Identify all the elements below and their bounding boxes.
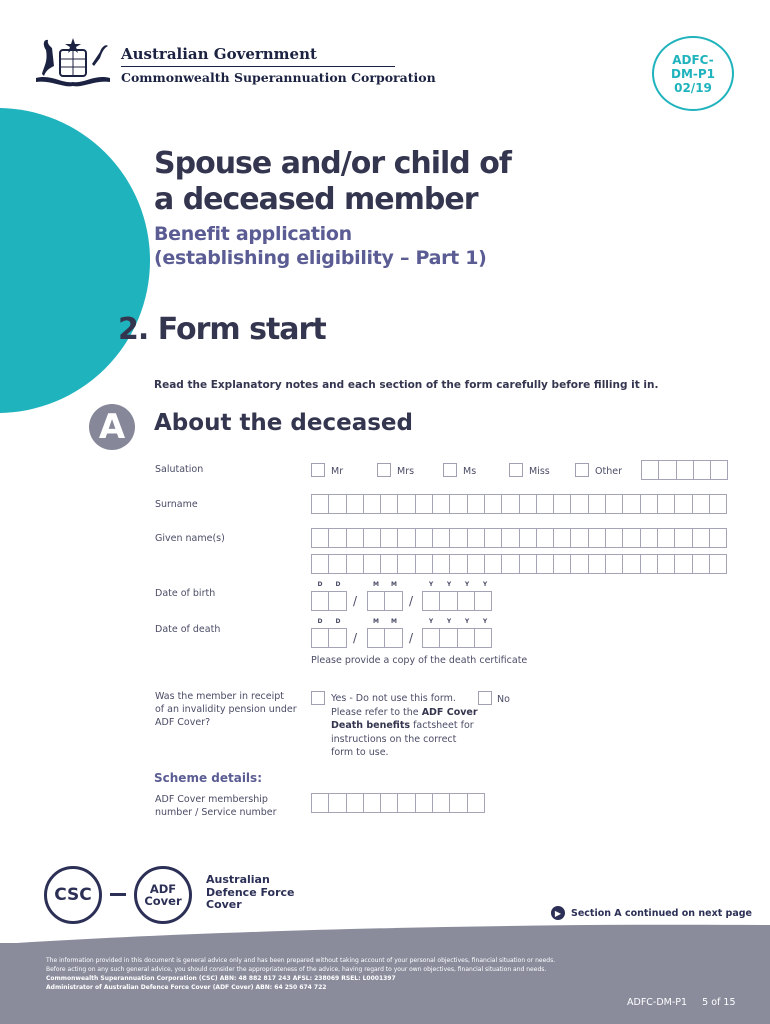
wordmark-line: Cover (206, 898, 242, 911)
salutation-mrs-checkbox[interactable] (377, 463, 391, 477)
dob-day-input[interactable] (311, 591, 346, 611)
date-header: D (317, 581, 323, 588)
date-header: M (373, 581, 379, 588)
given-names-label: Given name(s) (155, 533, 225, 544)
csc-logo: CSC (44, 866, 102, 924)
date-header: Y (464, 581, 470, 588)
salutation-miss-checkbox[interactable] (509, 463, 523, 477)
dob-label: Date of birth (155, 588, 216, 599)
given-names-input-line-1[interactable] (311, 528, 726, 548)
continued-text: Section A continued on next page (571, 907, 753, 919)
dod-label: Date of death (155, 624, 221, 635)
instructions-text: Read the Explanatory notes and each section of the form carefully before filling it in. (154, 379, 659, 391)
yes-option-text (331, 692, 481, 760)
salutation-label: Salutation (155, 464, 204, 475)
salutation-option-label: Mr (331, 466, 344, 477)
header-divider (121, 66, 395, 67)
date-header: Y (428, 581, 434, 588)
disclaimer-line: Commonwealth Superannuation Corporation (CSC) ABN: 48 882 817 243 AFSL: 238069 RSEL: L0001397 (46, 975, 396, 982)
disclaimer-line: Administrator of Australian Defence Force Cover (ADF Cover) ABN: 64 250 674 722 (46, 984, 327, 991)
logo-line: ADF (149, 882, 177, 896)
form-code-badge (652, 36, 734, 111)
subtitle-line: Benefit application (154, 223, 352, 245)
dod-month-input[interactable] (367, 628, 402, 648)
date-header: D (335, 581, 341, 588)
date-separator: / (409, 594, 414, 608)
footer-form-code: ADFC-DM-P1 (627, 997, 688, 1008)
yes-text-part: factsheet for instructions on the correct form to use. (331, 720, 474, 758)
salutation-mr-checkbox[interactable] (311, 463, 325, 477)
disclaimer-line: Before acting on any such general advice, you should consider the appropriateness of the advice, having regard to your own objectives, financial situation and needs. (46, 966, 547, 973)
dod-year-input[interactable] (422, 628, 491, 648)
death-certificate-note: Please provide a copy of the death certificate (311, 655, 528, 666)
salutation-other-input[interactable] (641, 460, 727, 480)
document-title (154, 146, 511, 218)
date-header: D (317, 618, 323, 625)
disclaimer (46, 956, 686, 992)
date-header: D (335, 618, 341, 625)
given-names-input-line-2[interactable] (311, 554, 726, 574)
logo-dash (110, 893, 126, 896)
decorative-teal-circle (0, 108, 150, 413)
label-line: number / Service number (155, 807, 277, 818)
dob-year-input[interactable] (422, 591, 491, 611)
invalidity-no-checkbox[interactable] (478, 691, 492, 705)
date-header: Y (482, 581, 488, 588)
section-letter-badge: A (89, 404, 135, 450)
logo-line: Cover (144, 894, 182, 908)
membership-number-input[interactable] (311, 793, 484, 813)
no-option-label: No (497, 694, 510, 705)
form-code-line: ADFC- (672, 52, 714, 67)
factsheet-name: ADF Cover Death benefits (331, 706, 478, 731)
date-separator: / (409, 631, 414, 645)
adf-cover-wordmark (206, 874, 295, 912)
date-header: Y (464, 618, 470, 625)
adf-cover-logo (134, 866, 192, 924)
date-header: Y (446, 581, 452, 588)
dod-day-input[interactable] (311, 628, 346, 648)
footer-wave-icon (0, 923, 770, 944)
date-header: Y (482, 618, 488, 625)
form-code-line: DM-P1 (670, 66, 716, 81)
question-line: of an invalidity pension under (155, 704, 297, 715)
wordmark-line: Australian (206, 873, 270, 886)
date-header: M (391, 618, 397, 625)
salutation-other-checkbox[interactable] (575, 463, 589, 477)
date-separator: / (353, 631, 358, 645)
invalidity-question (155, 690, 297, 729)
continued-notice (551, 906, 752, 920)
label-line: ADF Cover membership (155, 794, 268, 805)
dob-month-input[interactable] (367, 591, 402, 611)
coat-of-arms-icon (32, 36, 114, 92)
surname-label: Surname (155, 499, 198, 510)
question-line: Was the member in receipt (155, 691, 285, 702)
yes-text-part: Please refer to the (331, 706, 419, 718)
document-subtitle (154, 222, 487, 270)
date-separator: / (353, 594, 358, 608)
question-line: ADF Cover? (155, 717, 211, 728)
government-title: Australian Government (121, 45, 317, 63)
salutation-option-label: Miss (529, 466, 550, 477)
form-code-line: 02/19 (674, 80, 712, 95)
invalidity-yes-checkbox[interactable] (311, 691, 325, 705)
surname-input[interactable] (311, 494, 726, 514)
form-start-heading: 2. Form start (118, 312, 326, 347)
salutation-option-label: Ms (463, 466, 477, 477)
scheme-details-heading: Scheme details: (154, 771, 262, 785)
membership-number-label (155, 793, 277, 819)
disclaimer-line: The information provided in this document is general advice only and has been prepared without taking account of your personal objectives, financial situation or needs. (46, 957, 556, 964)
organisation-name: Commonwealth Superannuation Corporation (121, 70, 436, 85)
date-header: M (373, 618, 379, 625)
date-header: Y (428, 618, 434, 625)
date-header: Y (446, 618, 452, 625)
title-line: Spouse and/or child of (154, 146, 511, 181)
arrow-right-icon: ▶ (551, 906, 565, 920)
wordmark-line: Defence Force (206, 885, 295, 899)
salutation-option-label: Mrs (397, 466, 415, 477)
date-header: M (391, 581, 397, 588)
yes-text-part: Yes - Do not use this form. (331, 693, 456, 704)
subtitle-line: (establishing eligibility – Part 1) (154, 247, 487, 269)
salutation-option-label: Other (595, 466, 622, 477)
page-footer (627, 997, 736, 1008)
title-line: a deceased member (154, 182, 478, 217)
page-number: 5 of 15 (702, 997, 736, 1008)
section-title: About the deceased (154, 410, 413, 436)
salutation-ms-checkbox[interactable] (443, 463, 457, 477)
